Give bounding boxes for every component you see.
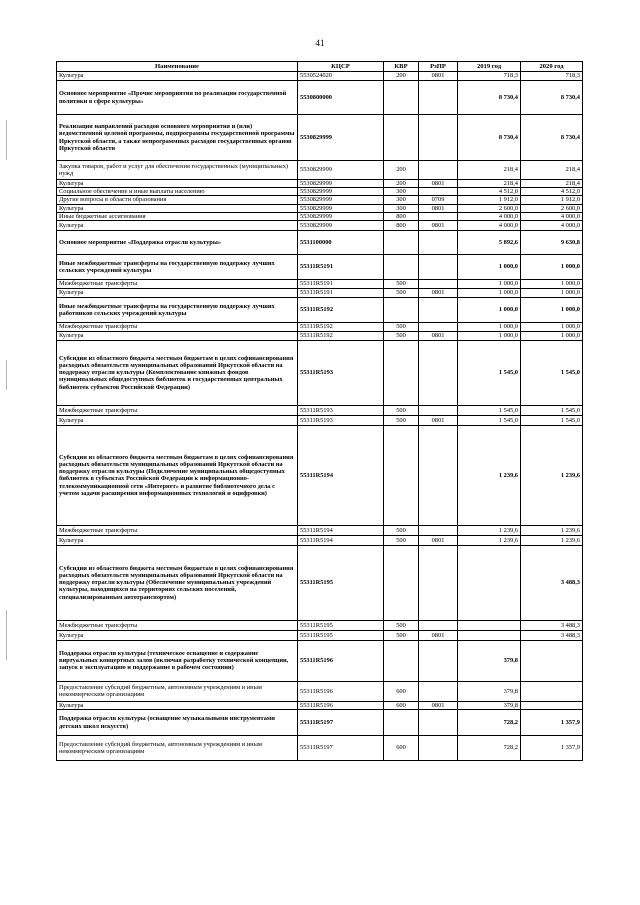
cell-rzpr (419, 736, 458, 761)
cell-name: Культура (57, 535, 298, 545)
budget-table (56, 61, 583, 761)
cell-name: Культура (57, 701, 298, 709)
cell-2020: 9 630,8 (521, 230, 583, 254)
table-row (57, 180, 583, 188)
cell-2019: 218,4 (458, 161, 521, 180)
table-row (57, 701, 583, 709)
cell-2019 (458, 545, 521, 620)
cell-2020: 1 357,9 (521, 710, 583, 736)
table-row (57, 161, 583, 180)
cell-code: 55311R5194 (298, 535, 384, 545)
cell-name: Субсидии из областного бюджета местным бюджетам в целях софинансирования расходных обязательств муниципальных образований Иркутской области на поддержку отрасли культуры (Подключение муниципальных общедоступных библиотек в субъектах Российской Федерации к информационно-телекоммуникационной сети «Интернет» и развитие библиотечного дела с учетом задачи расширения информационных технологий и оцифровки) (57, 425, 298, 525)
table-row (57, 196, 583, 204)
table-row (57, 630, 583, 640)
table-row (57, 405, 583, 415)
cell-2020: 1 545,0 (521, 405, 583, 415)
cell-rzpr (419, 115, 458, 161)
table-row (57, 230, 583, 254)
cell-2019: 5 892,6 (458, 230, 521, 254)
cell-2020: 1 239,6 (521, 525, 583, 535)
cell-rzpr (419, 710, 458, 736)
cell-2019: 1 000,0 (458, 279, 521, 288)
cell-code: 55311R5196 (298, 640, 384, 681)
cell-rzpr: 0801 (419, 180, 458, 188)
table-row (57, 340, 583, 405)
table-row (57, 279, 583, 288)
cell-kvr (384, 297, 419, 322)
cell-2020: 1 912,0 (521, 196, 583, 204)
cell-code: 55311R5193 (298, 415, 384, 425)
table-row (57, 525, 583, 535)
cell-name: Иные межбюджетные трансферты на государственную поддержку лучших работников сельских учреждений культуры (57, 297, 298, 322)
cell-code: 55311R5192 (298, 297, 384, 322)
cell-rzpr (419, 297, 458, 322)
cell-name: Межбюджетные трансферты (57, 525, 298, 535)
cell-kvr: 600 (384, 736, 419, 761)
cell-rzpr (419, 161, 458, 180)
cell-name: Поддержка отрасли культуры (техническое оснащение и содержание виртуальных концертных залов (включая разработку технической концепции, запуск в эксплуатацию и поддержание в рабочем состоянии) (57, 640, 298, 681)
cell-2020: 1 239,6 (521, 425, 583, 525)
cell-2019: 379,8 (458, 640, 521, 681)
cell-kvr: 500 (384, 322, 419, 331)
cell-2019: 1 545,0 (458, 340, 521, 405)
table-row (57, 681, 583, 701)
cell-code: 55311R5197 (298, 710, 384, 736)
cell-code: 5531100000 (298, 230, 384, 254)
cell-name: Другие вопросы в области образования (57, 196, 298, 204)
cell-2020: 1 000,0 (521, 322, 583, 331)
cell-2020: 218,4 (521, 180, 583, 188)
cell-kvr: 200 (384, 72, 419, 81)
cell-name: Культура (57, 180, 298, 188)
cell-kvr: 600 (384, 681, 419, 701)
cell-2019 (458, 630, 521, 640)
cell-kvr (384, 640, 419, 681)
page-number: 41 (315, 38, 325, 48)
cell-name: Реализация направлений расходов основного мероприятия и (или) ведомственной целевой программы, подпрограммы государственной программы Иркутской области, а также непрограммных расходов государственных органов Иркутской области (57, 115, 298, 161)
cell-2020: 4 000,0 (521, 212, 583, 220)
cell-2020: 1 545,0 (521, 340, 583, 405)
table-row (57, 322, 583, 331)
header-rzpr: РзПР (419, 62, 458, 72)
cell-rzpr: 0801 (419, 535, 458, 545)
table-row (57, 415, 583, 425)
cell-2020: 1 000,0 (521, 279, 583, 288)
cell-rzpr (419, 81, 458, 115)
cell-code: 5530829999 (298, 204, 384, 212)
cell-2020: 1 545,0 (521, 415, 583, 425)
cell-kvr (384, 425, 419, 525)
cell-code: 55311R5191 (298, 288, 384, 297)
cell-kvr: 600 (384, 701, 419, 709)
table-row (57, 425, 583, 525)
cell-kvr: 300 (384, 196, 419, 204)
cell-kvr: 200 (384, 180, 419, 188)
cell-name: Иные бюджетные ассигнования (57, 212, 298, 220)
table-row (57, 710, 583, 736)
cell-2019: 1 000,0 (458, 254, 521, 279)
cell-rzpr (419, 340, 458, 405)
cell-name: Субсидии из областного бюджета местным бюджетам в целях софинансирования расходных обязательств муниципальных образований Иркутской области на поддержку отрасли культуры (Комплектование книжных фондов муниципальных общедоступных библиотек и государственных центральных библиотек субъектов Российской Федерации) (57, 340, 298, 405)
table-row (57, 297, 583, 322)
cell-2019: 1 545,0 (458, 405, 521, 415)
cell-2020: 1 000,0 (521, 288, 583, 297)
cell-rzpr (419, 405, 458, 415)
cell-2020: 3 488,3 (521, 545, 583, 620)
cell-code: 5530800000 (298, 81, 384, 115)
cell-rzpr (419, 620, 458, 630)
table-header-row (57, 62, 583, 72)
table-row (57, 212, 583, 220)
cell-name: Иные межбюджетные трансферты на государственную поддержку лучших сельских учреждений культуры (57, 254, 298, 279)
cell-code: 55311R5193 (298, 340, 384, 405)
cell-rzpr: 0801 (419, 701, 458, 709)
cell-2019: 379,8 (458, 681, 521, 701)
cell-rzpr (419, 279, 458, 288)
cell-2019: 1 000,0 (458, 331, 521, 340)
cell-kvr: 500 (384, 331, 419, 340)
table-row (57, 72, 583, 81)
cell-rzpr: 0801 (419, 220, 458, 230)
cell-code: 55311R5196 (298, 701, 384, 709)
cell-code: 55311R5192 (298, 322, 384, 331)
cell-2020: 1 357,9 (521, 736, 583, 761)
scan-edge-marks (6, 0, 8, 905)
cell-2019: 8 730,4 (458, 115, 521, 161)
header-code: КЦСР (298, 62, 384, 72)
cell-name: Предоставление субсидий бюджетным, автономным учреждениям и иным некоммерческим организациям (57, 736, 298, 761)
cell-name: Предоставление субсидий бюджетным, автономным учреждениям и иным некоммерческим организациям (57, 681, 298, 701)
cell-code: 5530829999 (298, 180, 384, 188)
cell-rzpr: 0801 (419, 415, 458, 425)
cell-rzpr (419, 640, 458, 681)
cell-code: 55311R5195 (298, 620, 384, 630)
cell-2019: 8 730,4 (458, 81, 521, 115)
cell-2019 (458, 620, 521, 630)
cell-code: 5530829999 (298, 196, 384, 204)
cell-kvr: 800 (384, 212, 419, 220)
cell-rzpr (419, 545, 458, 620)
cell-code: 55311R5196 (298, 681, 384, 701)
cell-kvr: 500 (384, 620, 419, 630)
cell-rzpr: 0801 (419, 331, 458, 340)
cell-name: Культура (57, 220, 298, 230)
header-kvr: КВР (384, 62, 419, 72)
cell-name: Поддержка отрасли культуры (оснащение музыкальными инструментами детских школ искусств) (57, 710, 298, 736)
table-row (57, 736, 583, 761)
cell-name: Межбюджетные трансферты (57, 279, 298, 288)
table-row (57, 620, 583, 630)
table-row (57, 640, 583, 681)
cell-2019: 4 000,0 (458, 212, 521, 220)
cell-kvr (384, 254, 419, 279)
cell-kvr: 200 (384, 161, 419, 180)
cell-code: 55311R5195 (298, 630, 384, 640)
cell-code: 55311R5191 (298, 279, 384, 288)
cell-rzpr: 0801 (419, 288, 458, 297)
cell-name: Культура (57, 415, 298, 425)
cell-2019: 2 600,0 (458, 204, 521, 212)
cell-name: Культура (57, 72, 298, 81)
cell-2019: 379,8 (458, 701, 521, 709)
cell-rzpr: 0801 (419, 72, 458, 81)
cell-code: 5530524020 (298, 72, 384, 81)
header-name: Наименование (57, 62, 298, 72)
cell-code: 55311R5197 (298, 736, 384, 761)
cell-2019: 1 545,0 (458, 415, 521, 425)
cell-2019: 1 000,0 (458, 288, 521, 297)
cell-kvr: 300 (384, 204, 419, 212)
cell-rzpr: 0801 (419, 630, 458, 640)
cell-2020: 8 730,4 (521, 115, 583, 161)
cell-2020: 3 488,3 (521, 630, 583, 640)
cell-name: Межбюджетные трансферты (57, 405, 298, 415)
table-row (57, 204, 583, 212)
header-2020: 2020 год (521, 62, 583, 72)
table-row (57, 220, 583, 230)
cell-name: Культура (57, 331, 298, 340)
cell-name: Культура (57, 630, 298, 640)
cell-code: 5530829999 (298, 188, 384, 196)
cell-kvr: 500 (384, 288, 419, 297)
cell-2020: 4 512,0 (521, 188, 583, 196)
table-row (57, 535, 583, 545)
cell-name: Закупка товаров, работ и услуг для обеспечения государственных (муниципальных) нужд (57, 161, 298, 180)
cell-kvr: 300 (384, 188, 419, 196)
cell-kvr: 800 (384, 220, 419, 230)
cell-rzpr (419, 681, 458, 701)
cell-code: 55311R5191 (298, 254, 384, 279)
cell-name: Основное мероприятие «Прочие мероприятия по реализации государственной политики в сфере культуры» (57, 81, 298, 115)
cell-2020: 218,4 (521, 161, 583, 180)
cell-2019: 1 912,0 (458, 196, 521, 204)
cell-kvr: 500 (384, 525, 419, 535)
cell-rzpr: 0801 (419, 204, 458, 212)
cell-2019: 718,3 (458, 72, 521, 81)
cell-2020: 8 730,4 (521, 81, 583, 115)
table-row (57, 331, 583, 340)
cell-2019: 1 000,0 (458, 297, 521, 322)
table-row (57, 81, 583, 115)
table-row (57, 545, 583, 620)
cell-kvr: 500 (384, 535, 419, 545)
cell-2019: 1 239,6 (458, 425, 521, 525)
cell-name: Межбюджетные трансферты (57, 620, 298, 630)
cell-name: Культура (57, 288, 298, 297)
cell-name: Субсидии из областного бюджета местным бюджетам в целях софинансирования расходных обязательств муниципальных образований Иркутской области на поддержку отрасли культуры (Обеспечение муниципальных учреждений культуры, находящихся на территориях сельских поселений, специализированным автотранспортом) (57, 545, 298, 620)
cell-2020: 3 488,3 (521, 620, 583, 630)
cell-kvr (384, 115, 419, 161)
cell-rzpr (419, 322, 458, 331)
cell-2019: 728,2 (458, 710, 521, 736)
cell-2019: 1 239,6 (458, 535, 521, 545)
cell-code: 5530829999 (298, 212, 384, 220)
table-row (57, 254, 583, 279)
cell-code: 55311R5194 (298, 425, 384, 525)
cell-rzpr (419, 525, 458, 535)
cell-rzpr (419, 254, 458, 279)
cell-kvr: 500 (384, 415, 419, 425)
cell-2019: 728,2 (458, 736, 521, 761)
cell-2019: 1 000,0 (458, 322, 521, 331)
cell-code: 55311R5192 (298, 331, 384, 340)
cell-2020: 1 000,0 (521, 254, 583, 279)
cell-kvr (384, 545, 419, 620)
cell-name: Основное мероприятие «Поддержка отрасли культуры» (57, 230, 298, 254)
cell-2019: 1 239,6 (458, 525, 521, 535)
cell-kvr: 500 (384, 405, 419, 415)
cell-2020: 1 000,0 (521, 331, 583, 340)
cell-name: Культура (57, 204, 298, 212)
cell-code: 55311R5195 (298, 545, 384, 620)
table-row (57, 188, 583, 196)
cell-kvr (384, 230, 419, 254)
cell-2019: 218,4 (458, 180, 521, 188)
cell-kvr (384, 340, 419, 405)
cell-2020 (521, 681, 583, 701)
cell-2019: 4 000,0 (458, 220, 521, 230)
cell-name: Межбюджетные трансферты (57, 322, 298, 331)
cell-code: 55311R5194 (298, 525, 384, 535)
cell-rzpr (419, 230, 458, 254)
cell-2019: 4 512,0 (458, 188, 521, 196)
cell-kvr (384, 81, 419, 115)
cell-name: Социальное обеспечение и иные выплаты населению (57, 188, 298, 196)
cell-rzpr: 0709 (419, 196, 458, 204)
table-row (57, 288, 583, 297)
cell-rzpr (419, 188, 458, 196)
cell-kvr (384, 710, 419, 736)
cell-2020: 4 000,0 (521, 220, 583, 230)
cell-kvr: 500 (384, 630, 419, 640)
cell-2020: 1 000,0 (521, 297, 583, 322)
cell-kvr: 500 (384, 279, 419, 288)
cell-2020 (521, 701, 583, 709)
table-row (57, 115, 583, 161)
cell-code: 5530829999 (298, 115, 384, 161)
cell-rzpr (419, 212, 458, 220)
cell-2020: 718,3 (521, 72, 583, 81)
cell-2020: 1 239,6 (521, 535, 583, 545)
header-2019: 2019 год (458, 62, 521, 72)
cell-rzpr (419, 425, 458, 525)
cell-2020: 2 600,0 (521, 204, 583, 212)
cell-code: 55311R5193 (298, 405, 384, 415)
cell-code: 5530829999 (298, 220, 384, 230)
cell-code: 5530829999 (298, 161, 384, 180)
cell-2020 (521, 640, 583, 681)
